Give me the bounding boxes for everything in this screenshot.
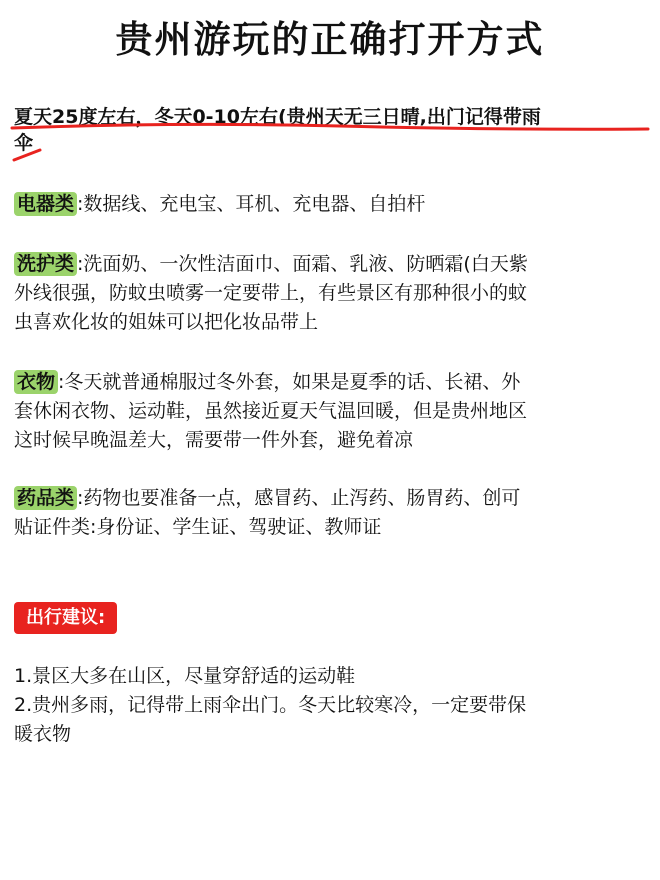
- section-medicine: [14, 484, 646, 542]
- weather-note-line-2: 伞: [14, 132, 34, 154]
- section-advice-list: [14, 662, 646, 749]
- toiletries-line-3: 虫喜欢化妆的姐妹可以把化妆品带上: [14, 311, 319, 333]
- tag-medicine: 药品类: [14, 486, 77, 510]
- section-medicine-line-1: [14, 484, 646, 513]
- section-electronics: [14, 190, 646, 219]
- tag-toiletries: 洗护类: [14, 252, 77, 276]
- clothing-line-1-text: :冬天就普通棉服过冬外套，如果是夏季的话、长裙、外: [58, 371, 521, 393]
- electronics-items: :数据线、充电宝、耳机、充电器、自拍杆: [77, 193, 426, 215]
- page-title: 贵州游玩的正确打开方式: [115, 18, 545, 61]
- section-advice-header: [14, 602, 646, 634]
- section-toiletries: [14, 250, 646, 337]
- clothing-line-2: 套休闲衣物、运动鞋，虽然接近夏天气温回暖，但是贵州地区: [14, 400, 528, 422]
- advice-item-1: 1.景区大多在山区，尽量穿舒适的运动鞋: [14, 665, 356, 687]
- medicine-line-2: 贴证件类:身份证、学生证、驾驶证、教师证: [14, 516, 382, 538]
- section-electronics-line-1: [14, 190, 646, 219]
- weather-note-line-1: 夏天25度左右，冬天0-10左右(贵州天无三日晴,出门记得带雨: [14, 106, 541, 128]
- medicine-line-1-text: :药物也要准备一点，感冒药、止泻药、肠胃药、创可: [77, 487, 521, 509]
- section-clothing-line-1: [14, 368, 646, 397]
- section-toiletries-line-1: [14, 250, 646, 279]
- tag-clothing: 衣物: [14, 370, 58, 394]
- tag-advice: 出行建议:: [14, 602, 117, 634]
- toiletries-line-2: 外线很强，防蚊虫喷雾一定要带上，有些景区有那种很小的蚊: [14, 282, 528, 304]
- weather-note: [14, 104, 646, 156]
- toiletries-line-1-text: :洗面奶、一次性洁面巾、面霜、乳液、防晒霜(白天紫: [77, 253, 528, 275]
- advice-item-2-line-1: 2.贵州多雨，记得带上雨伞出门。冬天比较寒冷，一定要带保: [14, 694, 527, 716]
- clothing-line-3: 这时候早晚温差大，需要带一件外套，避免着凉: [14, 429, 414, 451]
- section-clothing: [14, 368, 646, 455]
- tag-electronics: 电器类: [14, 192, 77, 216]
- advice-item-2-line-2: 暖衣物: [14, 723, 72, 745]
